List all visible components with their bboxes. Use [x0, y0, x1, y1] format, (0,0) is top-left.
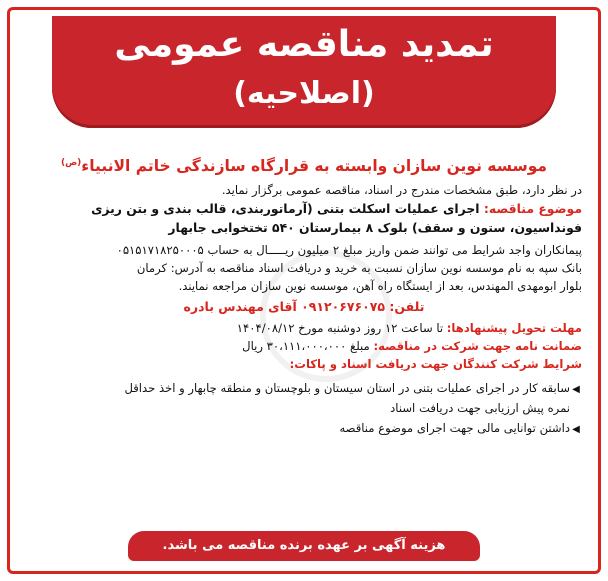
notice-title: تمدید مناقصه عمومی	[114, 24, 494, 65]
guarantee-text: مبلغ ۳۰،۱۱۱،۰۰۰،۰۰۰ ریال	[242, 339, 374, 354]
footer-banner: هزینه آگهی بر عهده برنده مناقصه می باشد.	[128, 531, 480, 561]
subject-line-1	[26, 199, 582, 218]
eligibility-item	[26, 379, 582, 399]
intro-text: در نظر دارد، طبق مشخصات مندرج در اسناد، مناقصه عمومی برگزار نماید.	[221, 183, 582, 198]
subject-line-2: فونداسیون، ستون و سقف) بلوک ۸ بیمارستان ۵۴۰ تختخوابی جابهار	[168, 220, 582, 236]
bullet-arrow-icon: ◀	[572, 424, 580, 436]
eligibility-item	[26, 419, 582, 439]
notice-body	[26, 152, 582, 439]
eligibility-heading	[26, 355, 582, 373]
eligibility-item-cont: نمره پیش ارزیابی جهت دریافت اسناد	[390, 401, 570, 416]
eligibility-item-2-line-1: داشتن توانایی مالی جهت اجرای موضوع مناقصه	[339, 421, 570, 436]
deadline-label: مهلت تحویل پیشنهادها:	[446, 321, 582, 336]
notice-frame	[7, 7, 601, 574]
conditions-line-1: پیمانکاران واجد شرایط می توانند ضمن واریز مبلغ ۲ میلیون ریـــــال به حساب ۰۵۱۵۱۷۱۸۲۵۰۰۰۵	[116, 243, 582, 258]
bullet-arrow-icon: ◀	[572, 384, 580, 396]
header-banner	[52, 16, 556, 128]
guarantee-line	[26, 337, 582, 355]
contact-phone: تلفن: ۰۹۱۲۰۶۷۶۰۷۵ آقای مهندس بادره	[183, 299, 425, 315]
guarantee-label: ضمانت نامه جهت شرکت در مناقصه:	[373, 339, 582, 354]
notice-subtitle: (اصلاحیه)	[233, 76, 375, 111]
subject-text-1: اجرای عملیات اسکلت بتنی (آرماتوربندی، قالب بندی و بتن ریزی	[91, 201, 480, 217]
deadline-text: تا ساعت ۱۲ روز دوشنبه مورخ ۱۴۰۴/۰۸/۱۲	[236, 321, 447, 336]
organization-sup: (ص)	[60, 158, 82, 168]
conditions-line-2: بانک سپه به نام موسسه نوین سازان نسبت به خرید و دریافت اسناد مناقصه به آدرس: کرمان	[136, 261, 582, 276]
eligibility-item-1-line-1: سابقه کار در اجرای عملیات بتنی در استان سیستان و بلوچستان و منطقه چابهار و اخذ حداقل	[124, 381, 570, 396]
conditions-line-3: بلوار ابومهدی المهندس، بعد از ایستگاه راه آهن، موسسه نوین سازان مراجعه نمایند.	[178, 279, 582, 294]
organization-name	[26, 152, 582, 177]
subject-label: موضوع مناقصه:	[483, 201, 582, 217]
organization-name-text: موسسه نوین سازان وابسته به قرارگاه سازندگی خاتم الانبیاء	[81, 157, 548, 176]
eligibility-label: شرایط شرکت کنندگان جهت دریافت اسناد و پاکات:	[289, 357, 582, 372]
deadline-line	[26, 319, 582, 337]
